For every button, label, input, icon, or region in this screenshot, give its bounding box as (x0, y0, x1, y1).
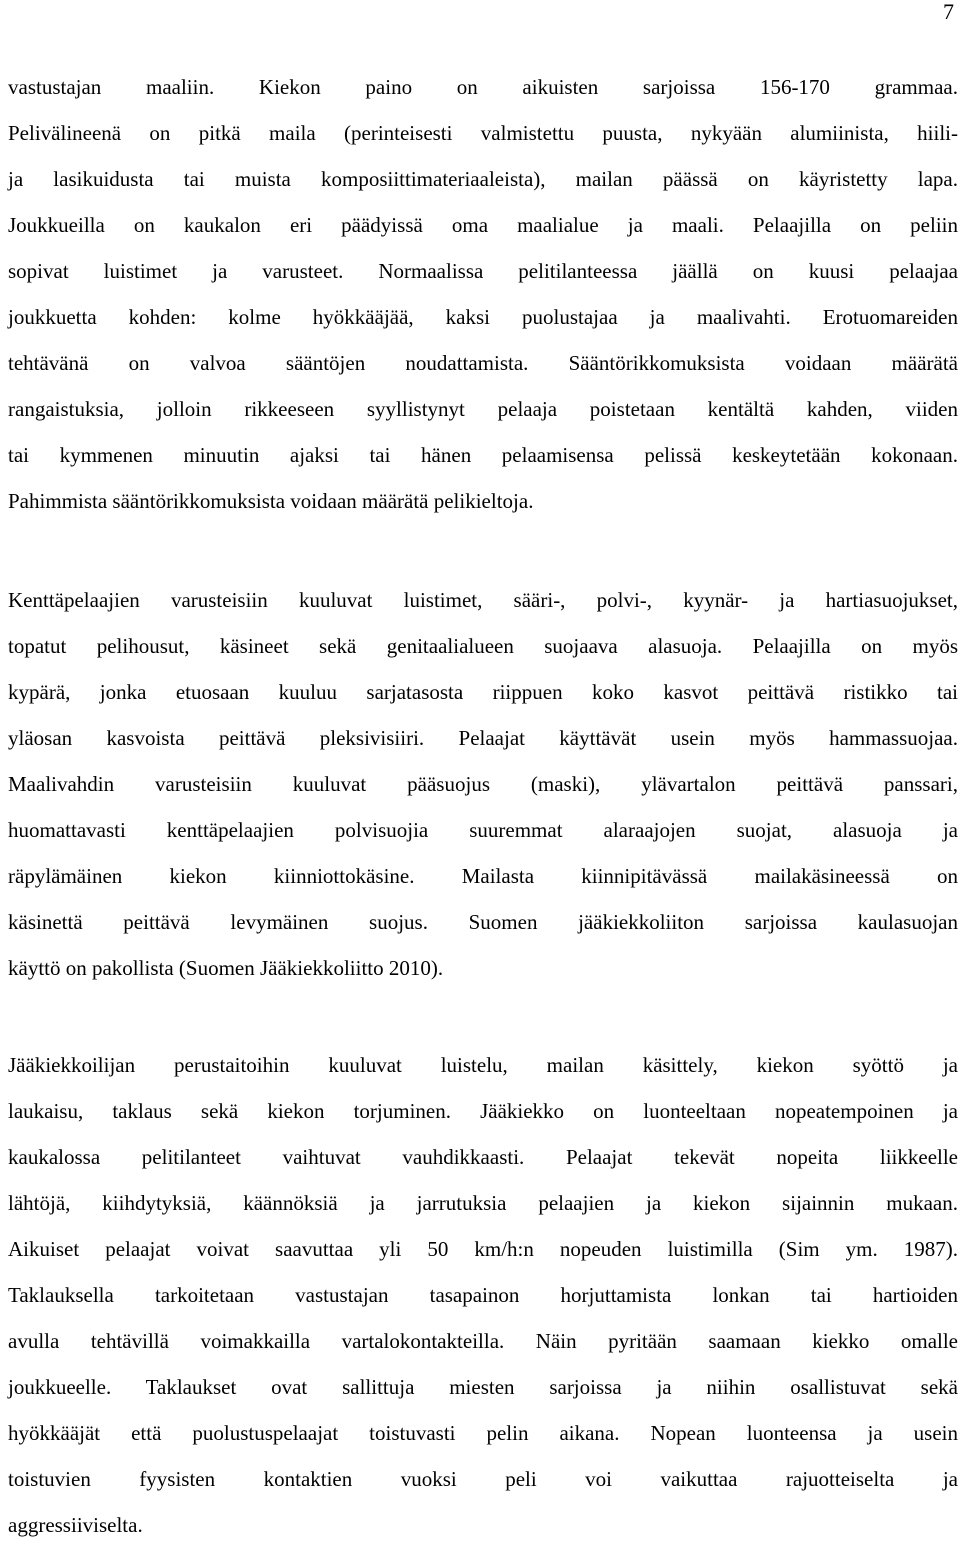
text-line: vastustajan maaliin. Kiekon paino on aikuisten sarjoissa 156-170 grammaa. (8, 75, 958, 99)
text-line: sopivat luistimet ja varusteet. Normaalissa pelitilanteessa jäällä on kuusi pelaajaa (8, 259, 958, 283)
text-line: kaukalossa pelitilanteet vaihtuvat vauhdikkaasti. Pelaajat tekevät nopeita liikkeelle (8, 1145, 958, 1169)
text-line: Kenttäpelaajien varusteisiin kuuluvat luistimet, sääri-, polvi-, kyynär- ja hartiasuojukset, (8, 588, 958, 612)
text-line: rangaistuksia, jolloin rikkeeseen syyllistynyt pelaaja poistetaan kentältä kahden, viiden (8, 397, 958, 421)
text-line: käsinettä peittävä levymäinen suojus. Suomen jääkiekkoliiton sarjoissa kaulasuojan (8, 910, 958, 934)
text-line: Joukkueilla on kaukalon eri päädyissä oma maalialue ja maali. Pelaajilla on peliin (8, 213, 958, 237)
text-line: Jääkiekkoilijan perustaitoihin kuuluvat luistelu, mailan käsittely, kiekon syöttö ja (8, 1053, 958, 1077)
text-line: Pahimmista sääntörikkomuksista voidaan määrätä pelikieltoja. (8, 489, 534, 513)
text-line: toistuvien fyysisten kontaktien vuoksi peli voi vaikuttaa rajuotteiselta ja (8, 1467, 958, 1491)
text-line: joukkueelle. Taklaukset ovat sallittuja miesten sarjoissa ja niihin osallistuvat sekä (8, 1375, 958, 1399)
text-line: Aikuiset pelaajat voivat saavuttaa yli 50 km/h:n nopeuden luistimilla (Sim ym. 1987). (8, 1237, 958, 1261)
text-line: laukaisu, taklaus sekä kiekon torjuminen. Jääkiekko on luonteeltaan nopeatempoinen ja (8, 1099, 958, 1123)
text-line: aggressiiviselta. (8, 1513, 143, 1537)
text-line: huomattavasti kenttäpelaajien polvisuojia suuremmat alaraajojen suojat, alasuoja ja (8, 818, 958, 842)
text-line: Taklauksella tarkoitetaan vastustajan tasapainon horjuttamista lonkan tai hartioiden (8, 1283, 958, 1307)
text-line: räpylämäinen kiekon kiinniottokäsine. Mailasta kiinnipitävässä mailakäsineessä on (8, 864, 958, 888)
paragraph-basic-skills (8, 1042, 958, 1548)
text-line: topatut pelihousut, käsineet sekä genitaalialueen suojaava alasuoja. Pelaajilla on myös (8, 634, 958, 658)
paragraph-equipment (8, 577, 958, 991)
text-line: tehtävänä on valvoa sääntöjen noudattamista. Sääntörikkomuksista voidaan määrätä (8, 351, 958, 375)
text-line: yläosan kasvoista peittävä pleksivisiiri. Pelaajat käyttävät usein myös hammassuojaa. (8, 726, 958, 750)
text-line: lähtöjä, kiihdytyksiä, käännöksiä ja jarrutuksia pelaajien ja kiekon sijainnin mukaan. (8, 1191, 958, 1215)
text-line: Maalivahdin varusteisiin kuuluvat pääsuojus (maski), ylävartalon peittävä panssari, (8, 772, 958, 796)
text-line: Pelivälineenä on pitkä maila (perinteisesti valmistettu puusta, nykyään alumiinista, hiili- (8, 121, 958, 145)
text-line: avulla tehtävillä voimakkailla vartalokontakteilla. Näin pyritään saamaan kiekko omalle (8, 1329, 958, 1353)
paragraph-game-rules (8, 64, 958, 524)
text-line: ja lasikuidusta tai muista komposiittimateriaaleista), mailan päässä on käyristetty lapa. (8, 167, 958, 191)
text-line: kypärä, jonka etuosaan kuuluu sarjatasosta riippuen koko kasvot peittävä ristikko tai (8, 680, 958, 704)
text-line: käyttö on pakollista (Suomen Jääkiekkoliitto 2010). (8, 956, 444, 980)
page-number: 7 (943, 0, 954, 24)
text-line: joukkuetta kohden: kolme hyökkääjää, kaksi puolustajaa ja maalivahti. Erotuomareiden (8, 305, 958, 329)
text-line: tai kymmenen minuutin ajaksi tai hänen pelaamisensa pelissä keskeytetään kokonaan. (8, 443, 958, 467)
text-line: hyökkääjät että puolustuspelaajat toistuvasti pelin aikana. Nopean luonteensa ja usein (8, 1421, 958, 1445)
